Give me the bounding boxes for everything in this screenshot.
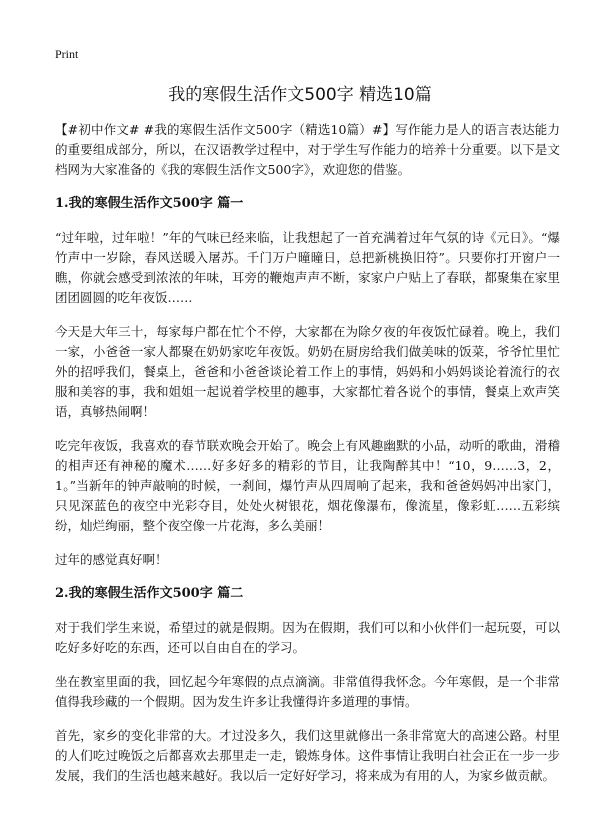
paragraph: 对于我们学生来说，希望过的就是假期。因为在假期，我们可以和小伙伴们一起玩耍，可以吃好多好吃的东西，还可以自由自在的学习。 [55,620,560,655]
intro-paragraph: 【#初中作文# #我的寒假生活作文500字（精选10篇）#】写作能力是人的语言表达能力的重要组成部分，所以，在汉语教学过程中，对于学生写作能力的培养十分重要。以下是文档网为大家准备的《我的寒假生活作文500字》，欢迎您的借鉴。 [55,122,560,177]
paragraph: 过年的感觉真好啊！ [55,552,168,567]
paragraph: “过年啦，过年啦！”年的气味已经来临，让我想起了一首充满着过年气氛的诗《元日》。“爆竹声中一岁除，春风送暖入屠苏。千门万户曈曈日，总把新桃换旧符”。只要你打开窗户一瞧，你就会感受到浓浓的年味，耳旁的鞭炮声声不断，家家户户贴上了春联，都聚集在家里团团圆圆的吃年夜饭…… [55,230,560,305]
paragraph: 今天是大年三十，每家每户都在忙个不停，大家都在为除夕夜的年夜饭忙碌着。晚上，我们一家，小爸爸一家人都聚在奶奶家吃年夜饭。奶奶在厨房给我们做美味的饭菜，爷爷忙里忙外的招呼我们，餐桌上，爸爸和小爸爸谈论着工作上的事情，妈妈和小妈妈谈论着流行的衣服和美容的事，我和姐姐一起说着学校里的趣事，大家都忙着各说个的事情，餐桌上欢声笑语，真够热闹啊！ [55,324,560,419]
paragraph: 首先，家乡的变化非常的大。才过没多久，我们这里就修出一条非常宽大的高速公路。村里的人们吃过晚饭之后都喜欢去那里走一走，锻炼身体。这件事情让我明白社会正在一步一步发展，我们的生活也越来越好。我以后一定好好学习，将来成为有用的人，为家乡做贡献。 [55,728,560,783]
section-heading: 2.我的寒假生活作文500字 篇二 [55,586,244,601]
article-body [55,120,560,800]
paragraph: 吃完年夜饭，我喜欢的春节联欢晚会开始了。晚会上有风趣幽默的小品，动听的歌曲，滑稽的相声还有神秘的魔术……好多好多的精彩的节目，让我陶醉其中！“10，9……3，2，1。”当新年的钟声敲响的时候，一刹间，爆竹声从四周响了起来，我和爸爸妈妈冲出家门，只见深蓝色的夜空中光彩夺目，处处火树银花，烟花像瀑布，像流星，像彩虹……五彩缤纷，灿烂绚丽，整个夜空像一片花海，多么美丽！ [55,438,560,533]
print-label[interactable]: Print [55,47,79,61]
section-heading: 1.我的寒假生活作文500字 篇一 [55,196,244,211]
page-title: 我的寒假生活作文500字 精选10篇 [168,85,432,105]
paragraph: 坐在教室里面的我，回忆起今年寒假的点点滴滴。非常值得我怀念。今年寒假，是一个非常值得我珍藏的一个假期。因为发生许多让我懂得许多道理的事情。 [55,674,560,709]
